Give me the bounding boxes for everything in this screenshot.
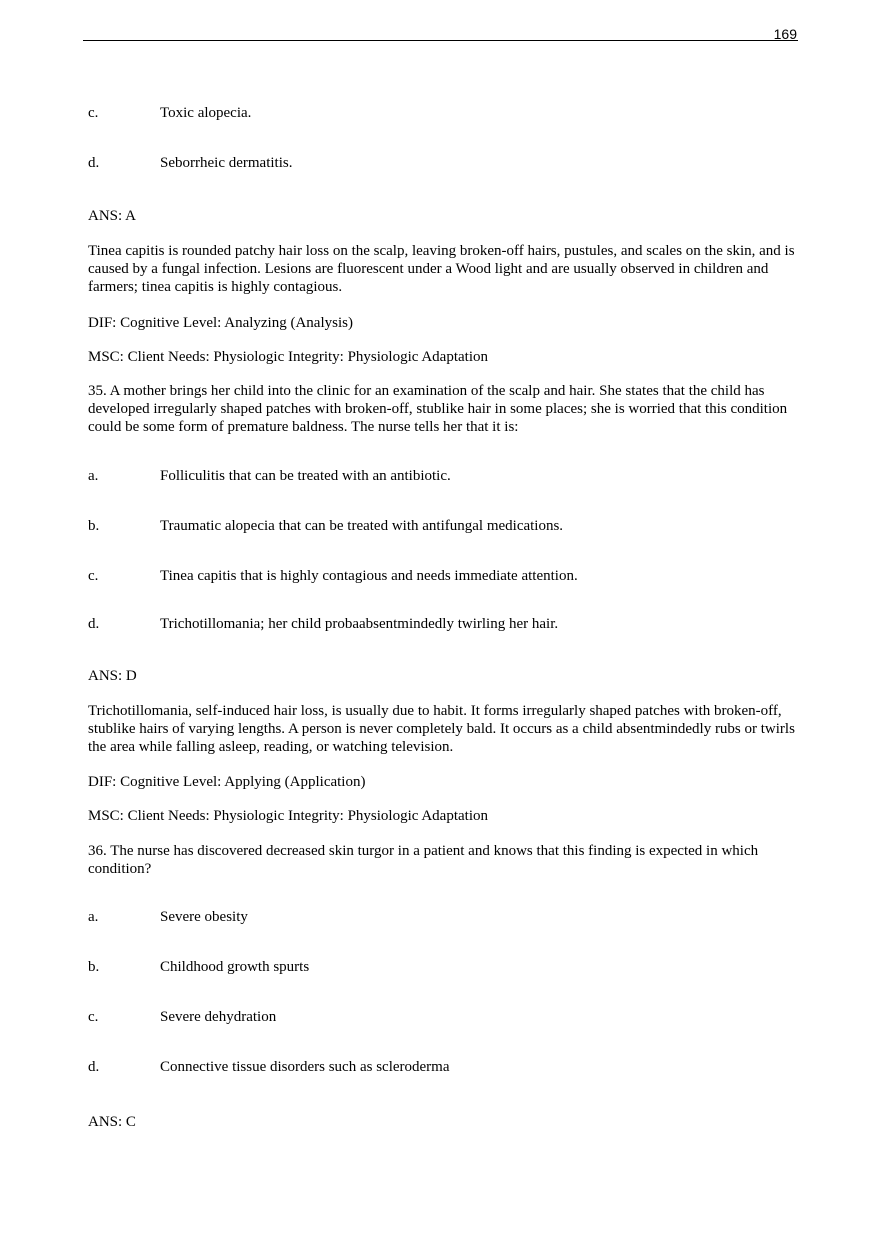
option-letter: c. (88, 568, 99, 584)
option-text: Severe dehydration (160, 1009, 277, 1025)
q35-option-a (88, 467, 800, 485)
q36-option-b (88, 958, 800, 976)
q35-difficulty: DIF: Cognitive Level: Applying (Application) (88, 774, 366, 790)
q36-stem (88, 842, 800, 878)
option-letter: d. (88, 155, 100, 171)
option-letter: d. (88, 616, 100, 632)
option-letter: d. (88, 1059, 100, 1075)
option-text: Connective tissue disorders such as scleroderma (160, 1059, 450, 1075)
q35-stem (88, 382, 800, 436)
option-text: Trichotillomania; her child probaabsentmindedly twirling her hair. (160, 616, 559, 632)
option-text: Folliculitis that can be treated with an antibiotic. (160, 468, 451, 484)
q35-option-d (88, 615, 800, 633)
option-letter: c. (88, 105, 99, 121)
q35-client-needs: MSC: Client Needs: Physiologic Integrity: Physiologic Adaptation (88, 808, 488, 824)
q35-answer: ANS: D (88, 668, 137, 684)
option-letter: c. (88, 1009, 99, 1025)
q34-rationale (88, 242, 800, 296)
q36-option-c (88, 1008, 800, 1026)
q36-answer: ANS: C (88, 1114, 136, 1130)
option-text: Toxic alopecia. (160, 105, 252, 121)
option-letter: a. (88, 909, 99, 925)
q36-option-a (88, 908, 800, 926)
q36-option-d (88, 1058, 800, 1076)
q35-rationale (88, 702, 800, 756)
option-letter: a. (88, 468, 99, 484)
option-text: Childhood growth spurts (160, 959, 310, 975)
question-stem-text: 35. A mother brings her child into the clinic for an examination of the scalp and hair. She states that the child has developed irregularly shaped patches with broken-off, stublike hair in some places; she is worried that this condition could be some form of premature baldness. The nurse tells her that it is: (88, 383, 788, 435)
q34-client-needs: MSC: Client Needs: Physiologic Integrity: Physiologic Adaptation (88, 349, 488, 365)
option-text: Severe obesity (160, 909, 248, 925)
option-letter: b. (88, 518, 100, 534)
q34-option-c (88, 104, 800, 122)
q35-option-b (88, 517, 800, 535)
option-text: Traumatic alopecia that can be treated with antifungal medications. (160, 518, 564, 534)
q34-answer: ANS: A (88, 208, 136, 224)
option-text: Seborrheic dermatitis. (160, 155, 293, 171)
page-number: 169 (773, 26, 797, 42)
header-rule (83, 40, 798, 41)
q34-difficulty: DIF: Cognitive Level: Analyzing (Analysis) (88, 315, 353, 331)
option-letter: b. (88, 959, 100, 975)
rationale-text: Tinea capitis is rounded patchy hair loss on the scalp, leaving broken-off hairs, pustules, and scales on the skin, and is caused by a fungal infection. Lesions are fluorescent under a Wood light and are usually observed in children and farmers; tinea capitis is highly contagious. (88, 243, 795, 295)
question-stem-text: 36. The nurse has discovered decreased skin turgor in a patient and knows that this finding is expected in which condition? (88, 843, 759, 877)
rationale-text: Trichotillomania, self-induced hair loss, is usually due to habit. It forms irregularly shaped patches with broken-off, stublike hairs of varying lengths. A person is never completely bald. It occurs as a child absentmindedly rubs or twirls the area while falling asleep, reading, or watching television. (88, 703, 795, 755)
q35-option-c (88, 567, 800, 585)
q34-option-d (88, 154, 800, 172)
option-text: Tinea capitis that is highly contagious and needs immediate attention. (160, 568, 578, 584)
